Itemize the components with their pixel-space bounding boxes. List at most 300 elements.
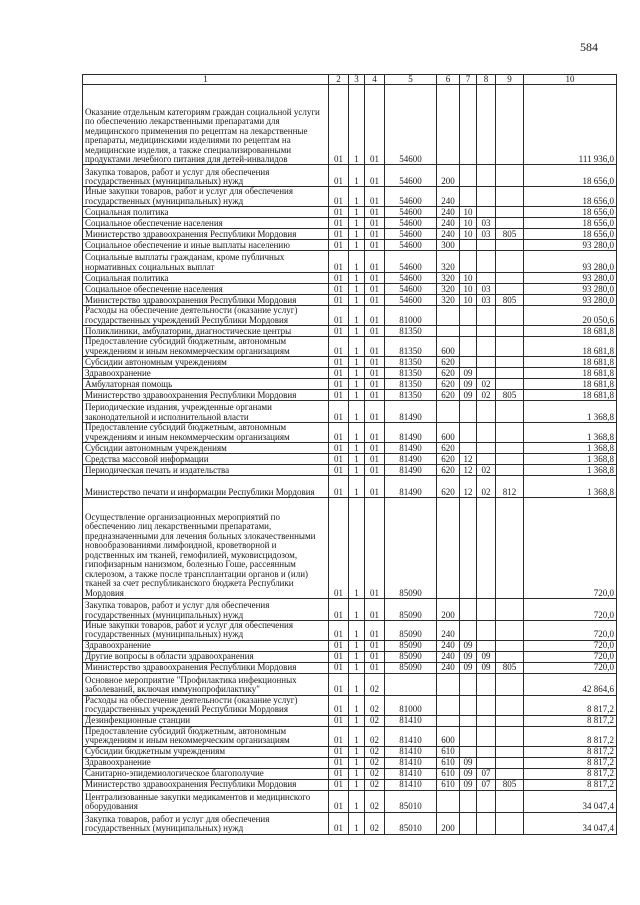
code-cell-7 — [460, 357, 477, 368]
code-cell-6: 320 — [437, 251, 460, 273]
amount-cell: 18 681,8 — [524, 337, 617, 357]
code-cell-4: 01 — [365, 640, 385, 651]
code-cell-5: 85090 — [385, 620, 437, 640]
table-row — [83, 401, 617, 423]
code-cell-5: 81490 — [385, 401, 437, 423]
code-cell-7 — [460, 326, 477, 337]
page-number: 584 — [580, 40, 598, 54]
code-cell-5: 54600 — [385, 187, 437, 207]
code-cell-2: 01 — [329, 401, 349, 423]
code-cell-8 — [477, 165, 496, 187]
code-cell-7 — [460, 598, 477, 620]
table-row — [83, 598, 617, 620]
code-cell-5: 54600 — [385, 251, 437, 273]
code-cell-6: 200 — [437, 812, 460, 834]
code-cell-7: 10 — [460, 295, 477, 306]
row-name-cell: Основное мероприятие "Профилактика инфекционных заболеваний, включая иммунопрофилактику" — [83, 673, 329, 695]
code-cell-4: 02 — [365, 695, 385, 715]
code-cell-7 — [460, 620, 477, 640]
header-col-8: 8 — [477, 75, 496, 85]
table-row — [83, 218, 617, 229]
amount-cell: 1 368,8 — [524, 423, 617, 443]
code-cell-7: 09 — [460, 768, 477, 779]
code-cell-4: 01 — [365, 401, 385, 423]
row-name-cell: Осуществление организационных мероприятий по обеспечению лиц лекарственными препаратами, предназначенными для лечения больных злокачественными новообразованиями лимфоидной, кроветворной и родственных им тканей, гемофилией, муковисцидозом, гипофизарным нанизмом, болезнью Гоше, рассеянным склерозом, а также после трансплантации органов и (или) тканей за счет республиканского бюджета Республики Мордовия — [83, 497, 329, 598]
code-cell-5: 85090 — [385, 651, 437, 662]
code-cell-5: 85090 — [385, 598, 437, 620]
header-row — [83, 75, 617, 85]
code-cell-4: 01 — [365, 598, 385, 620]
code-cell-9 — [496, 85, 524, 165]
code-cell-8 — [477, 240, 496, 251]
code-cell-4: 01 — [365, 337, 385, 357]
code-cell-4: 01 — [365, 379, 385, 390]
code-cell-6: 240 — [437, 187, 460, 207]
row-name-cell: Дезинфекционные станции — [83, 715, 329, 726]
code-cell-3: 1 — [349, 757, 365, 768]
code-cell-9 — [496, 187, 524, 207]
code-cell-2: 01 — [329, 779, 349, 790]
code-cell-7 — [460, 423, 477, 443]
code-cell-9 — [496, 306, 524, 326]
code-cell-8 — [477, 812, 496, 834]
row-name-cell: Средства массовой информации — [83, 453, 329, 464]
code-cell-5: 81350 — [385, 337, 437, 357]
code-cell-4: 01 — [365, 390, 385, 401]
code-cell-6 — [437, 790, 460, 812]
table-row — [83, 651, 617, 662]
code-cell-5: 81350 — [385, 390, 437, 401]
row-name-cell: Субсидии автономным учреждениям — [83, 357, 329, 368]
header-col-10: 10 — [524, 75, 617, 85]
code-cell-2: 01 — [329, 218, 349, 229]
code-cell-9 — [496, 357, 524, 368]
header-col-4: 4 — [365, 75, 385, 85]
code-cell-8 — [477, 207, 496, 218]
code-cell-6: 320 — [437, 284, 460, 295]
code-cell-8: 02 — [477, 390, 496, 401]
row-name-cell: Амбулаторная помощь — [83, 379, 329, 390]
code-cell-4: 01 — [365, 273, 385, 284]
code-cell-6 — [437, 695, 460, 715]
code-cell-7 — [460, 165, 477, 187]
code-cell-8 — [477, 337, 496, 357]
code-cell-5: 54600 — [385, 229, 437, 240]
table-row — [83, 695, 617, 715]
code-cell-5: 85090 — [385, 497, 437, 598]
code-cell-4: 01 — [365, 240, 385, 251]
row-name-cell: Расходы на обеспечение деятельности (оказание услуг) государственных учреждений Республики Мордовия — [83, 695, 329, 715]
code-cell-6: 620 — [437, 390, 460, 401]
amount-cell: 720,0 — [524, 662, 617, 673]
code-cell-3: 1 — [349, 251, 365, 273]
amount-cell: 1 368,8 — [524, 401, 617, 423]
code-cell-8: 09 — [477, 662, 496, 673]
amount-cell: 1 368,8 — [524, 453, 617, 464]
code-cell-4: 02 — [365, 673, 385, 695]
code-cell-9 — [496, 453, 524, 464]
row-name-cell: Иные закупки товаров, работ и услуг для обеспечения государственных (муниципальных) нужд — [83, 187, 329, 207]
code-cell-8: 02 — [477, 475, 496, 497]
code-cell-8: 03 — [477, 295, 496, 306]
code-cell-5: 54600 — [385, 240, 437, 251]
code-cell-9 — [496, 464, 524, 475]
code-cell-7 — [460, 240, 477, 251]
table-row — [83, 662, 617, 673]
amount-cell: 720,0 — [524, 620, 617, 640]
code-cell-6 — [437, 715, 460, 726]
code-cell-6: 240 — [437, 229, 460, 240]
code-cell-6: 320 — [437, 295, 460, 306]
table-row — [83, 207, 617, 218]
code-cell-6: 610 — [437, 757, 460, 768]
code-cell-8: 03 — [477, 229, 496, 240]
table-row — [83, 768, 617, 779]
code-cell-9: 812 — [496, 475, 524, 497]
row-name-cell: Поликлиники, амбулатории, диагностические центры — [83, 326, 329, 337]
table-row — [83, 357, 617, 368]
row-name-cell: Министерство здравоохранения Республики Мордовия — [83, 295, 329, 306]
code-cell-6 — [437, 306, 460, 326]
code-cell-9 — [496, 768, 524, 779]
code-cell-2: 01 — [329, 453, 349, 464]
code-cell-4: 01 — [365, 662, 385, 673]
code-cell-9 — [496, 442, 524, 453]
code-cell-2: 01 — [329, 695, 349, 715]
table-row — [83, 240, 617, 251]
code-cell-9: 805 — [496, 662, 524, 673]
code-cell-4: 02 — [365, 726, 385, 746]
amount-cell: 18 656,0 — [524, 165, 617, 187]
table-row — [83, 390, 617, 401]
code-cell-6 — [437, 401, 460, 423]
code-cell-3: 1 — [349, 401, 365, 423]
table-row — [83, 673, 617, 695]
code-cell-6: 620 — [437, 357, 460, 368]
amount-cell: 8 817,2 — [524, 695, 617, 715]
code-cell-3: 1 — [349, 726, 365, 746]
header-col-2: 2 — [329, 75, 349, 85]
code-cell-5: 54600 — [385, 207, 437, 218]
row-name-cell: Закупка товаров, работ и услуг для обеспечения государственных (муниципальных) нужд — [83, 165, 329, 187]
code-cell-9 — [496, 790, 524, 812]
code-cell-4: 01 — [365, 475, 385, 497]
code-cell-4: 01 — [365, 187, 385, 207]
row-name-cell: Социальная политика — [83, 207, 329, 218]
code-cell-2: 01 — [329, 620, 349, 640]
code-cell-3: 1 — [349, 368, 365, 379]
code-cell-5: 81000 — [385, 695, 437, 715]
code-cell-6: 240 — [437, 651, 460, 662]
code-cell-9 — [496, 337, 524, 357]
row-name-cell: Оказание отдельным категориям граждан социальной услуги по обеспечению лекарственными препаратами для медицинского применения по рецептам на лекарственные препараты, медицинскими изделиями по рецептам на медицинские изделия, а также специализированными продуктами лечебного питания для детей-инвалидов — [83, 85, 329, 165]
code-cell-7 — [460, 790, 477, 812]
amount-cell: 1 368,8 — [524, 442, 617, 453]
code-cell-3: 1 — [349, 423, 365, 443]
code-cell-9 — [496, 651, 524, 662]
amount-cell: 18 681,8 — [524, 390, 617, 401]
code-cell-5: 81350 — [385, 379, 437, 390]
amount-cell: 18 656,0 — [524, 229, 617, 240]
code-cell-2: 01 — [329, 284, 349, 295]
code-cell-4: 01 — [365, 295, 385, 306]
code-cell-8: 07 — [477, 768, 496, 779]
code-cell-2: 01 — [329, 368, 349, 379]
code-cell-2: 01 — [329, 673, 349, 695]
code-cell-8: 03 — [477, 284, 496, 295]
code-cell-7 — [460, 401, 477, 423]
code-cell-2: 01 — [329, 598, 349, 620]
code-cell-3: 1 — [349, 790, 365, 812]
code-cell-3: 1 — [349, 273, 365, 284]
code-cell-6: 610 — [437, 779, 460, 790]
table-row — [83, 475, 617, 497]
code-cell-4: 01 — [365, 651, 385, 662]
code-cell-7: 12 — [460, 464, 477, 475]
amount-cell: 93 280,0 — [524, 284, 617, 295]
code-cell-4: 01 — [365, 251, 385, 273]
table-body — [83, 85, 617, 834]
code-cell-9 — [496, 240, 524, 251]
row-name-cell: Санитарно-эпидемиологическое благополучие — [83, 768, 329, 779]
table-row — [83, 85, 617, 165]
code-cell-4: 01 — [365, 453, 385, 464]
code-cell-5: 81490 — [385, 453, 437, 464]
code-cell-4: 01 — [365, 207, 385, 218]
code-cell-9 — [496, 673, 524, 695]
code-cell-4: 01 — [365, 368, 385, 379]
amount-cell: 1 368,8 — [524, 475, 617, 497]
code-cell-7 — [460, 187, 477, 207]
code-cell-4: 01 — [365, 326, 385, 337]
code-cell-9 — [496, 251, 524, 273]
table-row — [83, 442, 617, 453]
row-name-cell: Социальное обеспечение населения — [83, 284, 329, 295]
code-cell-3: 1 — [349, 464, 365, 475]
code-cell-2: 01 — [329, 726, 349, 746]
code-cell-8: 02 — [477, 379, 496, 390]
code-cell-6: 240 — [437, 640, 460, 651]
amount-cell: 720,0 — [524, 598, 617, 620]
code-cell-6: 620 — [437, 464, 460, 475]
amount-cell: 8 817,2 — [524, 715, 617, 726]
code-cell-9: 805 — [496, 295, 524, 306]
code-cell-2: 01 — [329, 251, 349, 273]
code-cell-8 — [477, 187, 496, 207]
code-cell-3: 1 — [349, 306, 365, 326]
table-row — [83, 757, 617, 768]
code-cell-2: 01 — [329, 640, 349, 651]
code-cell-5: 81410 — [385, 779, 437, 790]
table-row — [83, 229, 617, 240]
code-cell-4: 01 — [365, 218, 385, 229]
code-cell-5: 81490 — [385, 423, 437, 443]
code-cell-8 — [477, 251, 496, 273]
code-cell-7 — [460, 695, 477, 715]
row-name-cell: Предоставление субсидий бюджетным, автономным учреждениям и иным некоммерческим организациям — [83, 726, 329, 746]
code-cell-8: 09 — [477, 651, 496, 662]
code-cell-7: 10 — [460, 218, 477, 229]
code-cell-5: 81350 — [385, 357, 437, 368]
code-cell-8 — [477, 715, 496, 726]
code-cell-5: 85090 — [385, 662, 437, 673]
code-cell-3: 1 — [349, 442, 365, 453]
amount-cell: 18 656,0 — [524, 207, 617, 218]
row-name-cell: Здравоохранение — [83, 368, 329, 379]
code-cell-2: 01 — [329, 423, 349, 443]
row-name-cell: Закупка товаров, работ и услуг для обеспечения государственных (муниципальных) нужд — [83, 598, 329, 620]
row-name-cell: Предоставление субсидий бюджетным, автономным учреждениям и иным некоммерческим организациям — [83, 337, 329, 357]
code-cell-9 — [496, 423, 524, 443]
code-cell-6: 300 — [437, 240, 460, 251]
amount-cell: 18 681,8 — [524, 357, 617, 368]
code-cell-2: 01 — [329, 651, 349, 662]
code-cell-4: 01 — [365, 423, 385, 443]
code-cell-6: 240 — [437, 662, 460, 673]
table-row — [83, 779, 617, 790]
code-cell-2: 01 — [329, 306, 349, 326]
code-cell-7 — [460, 306, 477, 326]
code-cell-7 — [460, 337, 477, 357]
code-cell-2: 01 — [329, 229, 349, 240]
row-name-cell: Периодическая печать и издательства — [83, 464, 329, 475]
table-row — [83, 423, 617, 443]
table-row — [83, 295, 617, 306]
code-cell-7: 09 — [460, 640, 477, 651]
table-row — [83, 640, 617, 651]
code-cell-5: 81490 — [385, 475, 437, 497]
code-cell-3: 1 — [349, 357, 365, 368]
code-cell-2: 01 — [329, 207, 349, 218]
code-cell-8 — [477, 695, 496, 715]
code-cell-8 — [477, 620, 496, 640]
code-cell-5: 85090 — [385, 640, 437, 651]
amount-cell: 720,0 — [524, 651, 617, 662]
code-cell-2: 01 — [329, 187, 349, 207]
code-cell-4: 02 — [365, 779, 385, 790]
code-cell-9 — [496, 598, 524, 620]
code-cell-6: 610 — [437, 768, 460, 779]
code-cell-4: 01 — [365, 229, 385, 240]
amount-cell: 34 047,4 — [524, 790, 617, 812]
row-name-cell: Расходы на обеспечение деятельности (оказание услуг) государственных учреждений Республики Мордовия — [83, 306, 329, 326]
amount-cell: 18 681,8 — [524, 368, 617, 379]
code-cell-2: 01 — [329, 240, 349, 251]
code-cell-3: 1 — [349, 165, 365, 187]
code-cell-3: 1 — [349, 475, 365, 497]
table-row — [83, 379, 617, 390]
code-cell-6 — [437, 85, 460, 165]
code-cell-5: 54600 — [385, 218, 437, 229]
code-cell-8: 07 — [477, 779, 496, 790]
row-name-cell: Другие вопросы в области здравоохранения — [83, 651, 329, 662]
amount-cell: 720,0 — [524, 640, 617, 651]
code-cell-6: 610 — [437, 746, 460, 757]
code-cell-9 — [496, 218, 524, 229]
code-cell-9 — [496, 757, 524, 768]
amount-cell: 93 280,0 — [524, 273, 617, 284]
code-cell-9 — [496, 497, 524, 598]
code-cell-2: 01 — [329, 715, 349, 726]
table-row — [83, 790, 617, 812]
code-cell-9 — [496, 401, 524, 423]
code-cell-2: 01 — [329, 442, 349, 453]
code-cell-2: 01 — [329, 662, 349, 673]
row-name-cell: Закупка товаров, работ и услуг для обеспечения государственных (муниципальных) нужд — [83, 812, 329, 834]
amount-cell: 8 817,2 — [524, 779, 617, 790]
code-cell-3: 1 — [349, 453, 365, 464]
code-cell-6: 620 — [437, 453, 460, 464]
header-col-3: 3 — [349, 75, 365, 85]
code-cell-4: 01 — [365, 620, 385, 640]
table-row — [83, 368, 617, 379]
code-cell-8 — [477, 306, 496, 326]
code-cell-7: 10 — [460, 207, 477, 218]
code-cell-5: 85010 — [385, 812, 437, 834]
code-cell-5: 81410 — [385, 715, 437, 726]
row-name-cell: Субсидии автономным учреждениям — [83, 442, 329, 453]
amount-cell: 8 817,2 — [524, 726, 617, 746]
code-cell-8 — [477, 726, 496, 746]
code-cell-2: 01 — [329, 768, 349, 779]
code-cell-7: 10 — [460, 273, 477, 284]
code-cell-3: 1 — [349, 746, 365, 757]
code-cell-8 — [477, 640, 496, 651]
table-row — [83, 715, 617, 726]
code-cell-6: 240 — [437, 620, 460, 640]
code-cell-2: 01 — [329, 475, 349, 497]
code-cell-8 — [477, 453, 496, 464]
table-row — [83, 746, 617, 757]
amount-cell: 34 047,4 — [524, 812, 617, 834]
row-name-cell: Министерство здравоохранения Республики Мордовия — [83, 390, 329, 401]
code-cell-6: 620 — [437, 379, 460, 390]
code-cell-2: 01 — [329, 790, 349, 812]
code-cell-6: 200 — [437, 598, 460, 620]
code-cell-2: 01 — [329, 337, 349, 357]
code-cell-6 — [437, 673, 460, 695]
header-col-9: 9 — [496, 75, 524, 85]
code-cell-4: 02 — [365, 715, 385, 726]
table-row — [83, 165, 617, 187]
code-cell-6: 240 — [437, 218, 460, 229]
code-cell-4: 02 — [365, 757, 385, 768]
code-cell-8: 02 — [477, 464, 496, 475]
code-cell-7 — [460, 497, 477, 598]
code-cell-9 — [496, 695, 524, 715]
table-row — [83, 620, 617, 640]
code-cell-4: 02 — [365, 746, 385, 757]
code-cell-5: 81350 — [385, 326, 437, 337]
code-cell-7: 10 — [460, 229, 477, 240]
row-name-cell: Министерство печати и информации Республики Мордовия — [83, 475, 329, 497]
code-cell-7 — [460, 812, 477, 834]
code-cell-6: 320 — [437, 273, 460, 284]
code-cell-5: 81410 — [385, 726, 437, 746]
row-name-cell: Здравоохранение — [83, 640, 329, 651]
code-cell-5: 81490 — [385, 464, 437, 475]
code-cell-7: 10 — [460, 284, 477, 295]
row-name-cell: Предоставление субсидий бюджетным, автономным учреждениям и иным некоммерческим организациям — [83, 423, 329, 443]
table-row — [83, 273, 617, 284]
amount-cell: 93 280,0 — [524, 251, 617, 273]
code-cell-8 — [477, 598, 496, 620]
code-cell-9: 805 — [496, 779, 524, 790]
row-name-cell: Социальное обеспечение и иные выплаты населению — [83, 240, 329, 251]
amount-cell: 18 656,0 — [524, 218, 617, 229]
code-cell-5: 54600 — [385, 85, 437, 165]
amount-cell: 93 280,0 — [524, 295, 617, 306]
